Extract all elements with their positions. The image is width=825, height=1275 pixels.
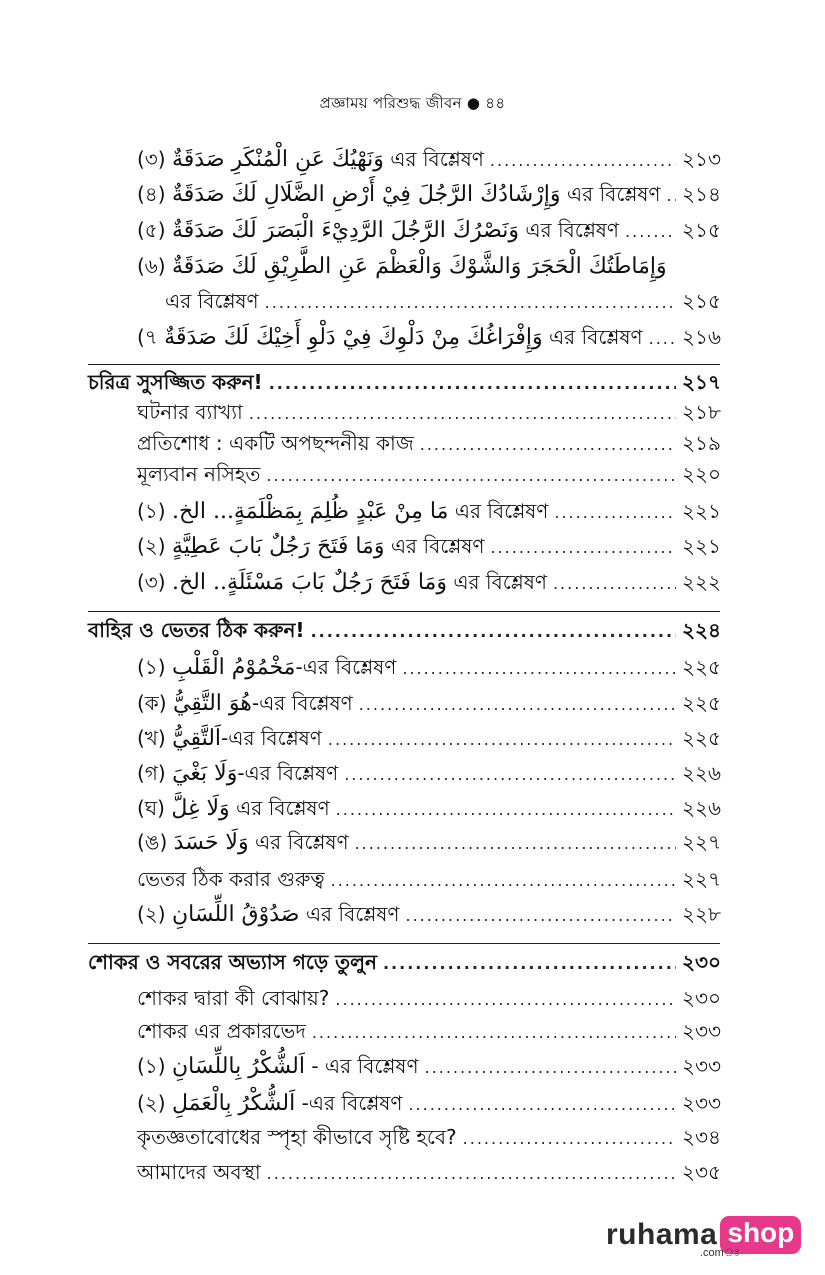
dot-leader xyxy=(249,399,676,429)
page-number: ২১৯ xyxy=(682,431,721,455)
toc-entry[interactable]: কৃতজ্ঞতাবোধের স্পৃহা কীভাবে সৃষ্টি হবে? ..... ২৩৪ xyxy=(137,1122,721,1152)
toc-entry[interactable]: (ঙ) وَلَا حَسَدَ এর বিশ্লেষণ ..... ২২৭ xyxy=(137,827,721,857)
page-number: ২২৫ xyxy=(682,726,721,750)
page-number: ২২৮ xyxy=(682,902,721,926)
dot-leader xyxy=(553,569,676,599)
toc-entry[interactable]: শোকর এর প্রকারভেদ ..... ২৩৩ xyxy=(137,1016,721,1046)
page-number: ২২০ xyxy=(681,462,721,486)
page-number: ২১৮ xyxy=(682,400,721,424)
toc-entry[interactable]: (খ) اَلتَّقِيُّ-এর বিশ্লেষণ ..... ২২৫ xyxy=(137,723,721,753)
dot-leader xyxy=(490,146,676,176)
page-number: ২২৬ xyxy=(681,796,721,820)
dot-leader xyxy=(463,1124,676,1154)
dot-leader xyxy=(425,1053,676,1083)
page-number: ২১৬ xyxy=(682,325,721,349)
page-number: ২২৫ xyxy=(682,655,721,679)
dot-leader xyxy=(311,617,676,647)
dot-leader xyxy=(267,1159,676,1189)
section-divider xyxy=(88,611,720,612)
toc-entry[interactable]: (১) مَخْمُوْمُ الْقَلْبِ-এর বিশ্লেষণ ..... ২২৫ xyxy=(137,652,721,682)
running-header: প্রজ্ঞাময় পরিশুদ্ধ জীবন ● ৪৪ xyxy=(319,94,506,112)
page-number: ২২৭ xyxy=(681,830,721,854)
dot-leader xyxy=(402,654,676,684)
dot-leader xyxy=(355,829,676,859)
toc-entry[interactable]: এর বিশ্লেষণ ..... ২১৫ xyxy=(165,286,721,316)
dot-leader xyxy=(328,725,676,755)
toc-entry[interactable]: (৪) وَإِرْشَادُكَ الرَّجُلَ فِيْ أَرْضِ الضَّلَالِ لَكَ صَدَقَةٌ এর বিশ্লেষণ ..... ২১৪ xyxy=(137,179,721,209)
section-heading[interactable]: শোকর ও সবরের অভ্যাস গড়ে তুলুন ..... ২৩০ xyxy=(88,947,721,977)
toc-entry[interactable]: (১) اَلشُّكْرُ بِاللِّسَانِ - এর বিশ্লেষণ ..... ২৩৩ xyxy=(137,1051,721,1081)
page-number: ২২৭ xyxy=(681,867,721,891)
dot-leader xyxy=(667,181,677,211)
dot-leader xyxy=(649,324,676,354)
toc-entry[interactable]: ঘটনার ব্যাখ্যা ..... ২১৮ xyxy=(137,397,721,427)
dot-leader xyxy=(405,901,676,931)
page-number: ২২৪ xyxy=(682,618,721,642)
dot-leader xyxy=(269,369,676,399)
page-number: ২৩৩ xyxy=(681,1054,721,1078)
dot-leader xyxy=(336,795,676,825)
page-number: ২১৭ xyxy=(682,370,721,394)
page-number: ২১৫ xyxy=(682,218,721,242)
section-heading[interactable]: বাহির ও ভেতর ঠিক করুন! ..... ২২৪ xyxy=(88,615,721,645)
dot-leader xyxy=(331,866,676,896)
section-divider xyxy=(88,943,720,944)
page-number: ২২৫ xyxy=(682,691,721,715)
toc-entry[interactable]: (৭ وَإِفْرَاغُكَ مِنْ دَلْوِكَ فِيْ دَلْوِ أَخِيْكَ لَكَ صَدَقَةٌ এর বিশ্লেষণ ..... ২১৬ xyxy=(137,322,721,352)
page-number: ২২১ xyxy=(682,534,721,558)
toc-entry[interactable]: (৫) وَنَصْرُكَ الرَّجُلَ الرَّدِيْءَ الْبَصَرَ لَكَ صَدَقَةٌ এর বিশ্লেষণ ..... ২১৫ xyxy=(137,215,721,245)
dot-leader xyxy=(312,1018,676,1048)
toc-entry[interactable]: আমাদের অবস্থা ..... ২৩৫ xyxy=(137,1157,721,1187)
toc-entry[interactable]: প্রতিশোধ : একটি অপছন্দনীয় কাজ ..... ২১৯ xyxy=(137,428,721,458)
toc-entry[interactable]: (২) صَدُوْقُ اللِّسَانِ এর বিশ্লেষণ ..... ২২৮ xyxy=(137,899,721,929)
dot-leader xyxy=(335,985,676,1015)
page-number: ২১৫ xyxy=(682,289,721,313)
toc-entry[interactable]: (২) وَمَا فَتَحَ رَجُلٌ بَابَ عَطِيَّةٍ এর বিশ্লেষণ ..... ২২১ xyxy=(137,531,721,561)
dot-leader xyxy=(265,288,676,318)
page-number: ২২৬ xyxy=(681,761,721,785)
dot-leader xyxy=(408,1090,676,1120)
dot-leader xyxy=(554,498,676,528)
page-number: ২৩৩ xyxy=(681,1091,721,1115)
page-number: ২২১ xyxy=(682,499,721,523)
dot-leader xyxy=(420,430,676,460)
shop-badge: shop xyxy=(720,1216,801,1254)
page-number: ২৩০ xyxy=(681,986,721,1010)
page-number: ২৩৫ xyxy=(682,1160,721,1184)
toc-entry[interactable]: (৬) وَإِمَاطَتُكَ الْحَجَرَ وَالشَّوْكَ وَالْعَظْمَ عَنِ الطَّرِيْقِ لَكَ صَدَقَةٌ xyxy=(137,254,667,279)
toc-entry[interactable]: (১) مَا مِنْ عَبْدٍ ظُلِمَ بِمَظْلَمَةٍ... الخ. এর বিশ্লেষণ ..... ২২১ xyxy=(137,496,721,526)
dot-leader xyxy=(344,760,676,790)
page-number: ২১৩ xyxy=(682,147,721,171)
page-number: ২৩৪ xyxy=(682,1125,721,1149)
page-number: ২১৪ xyxy=(682,182,721,206)
section-heading[interactable]: চরিত্র সুসজ্জিত করুন! ..... ২১৭ xyxy=(88,367,721,397)
toc-entry[interactable]: (২) اَلشُّكْرُ بِالْعَمَلِ -এর বিশ্লেষণ ..... ২৩৩ xyxy=(137,1088,721,1118)
toc-entry[interactable]: ভেতর ঠিক করার গুরুত্ব ..... ২২৭ xyxy=(137,864,721,894)
toc-entry[interactable]: মূল্যবান নসিহত ..... ২২০ xyxy=(137,459,721,489)
toc-entry[interactable]: শোকর দ্বারা কী বোঝায়? ..... ২৩০ xyxy=(137,983,721,1013)
dot-leader xyxy=(625,217,676,247)
dot-leader xyxy=(266,461,676,491)
page-number: ২২২ xyxy=(681,570,721,594)
toc-entry[interactable]: (৩) وَنَهْيُكَ عَنِ الْمُنْكَرِ صَدَقَةٌ এর বিশ্লেষণ ..... ২১৩ xyxy=(137,144,721,174)
dot-leader xyxy=(383,949,676,979)
toc-entry[interactable]: (৩) وَمَا فَتَحَ رَجُلٌ بَابَ مَسْئَلَةٍ.. الخ. এর বিশ্লেষণ ..... ২২২ xyxy=(137,567,721,597)
ruhamashop-logo[interactable]: ruhama shop xyxy=(606,1210,801,1260)
logo-domain-suffix: .comঃ xyxy=(700,1247,741,1259)
page-number: ২৩০ xyxy=(681,950,721,974)
dot-leader xyxy=(490,533,676,563)
toc-entry[interactable]: (ক) هُوَ التَّقِيُّ-এর বিশ্লেষণ ..... ২২৫ xyxy=(137,688,721,718)
toc-entry[interactable]: (গ) وَلَا بَغْيَ-এর বিশ্লেষণ ..... ২২৬ xyxy=(137,758,721,788)
page-number: ২৩৩ xyxy=(681,1019,721,1043)
toc-entry[interactable]: (ঘ) وَلَا غِلَّ এর বিশ্লেষণ ..... ২২৬ xyxy=(137,793,721,823)
section-divider xyxy=(88,364,720,365)
dot-leader xyxy=(359,690,676,720)
